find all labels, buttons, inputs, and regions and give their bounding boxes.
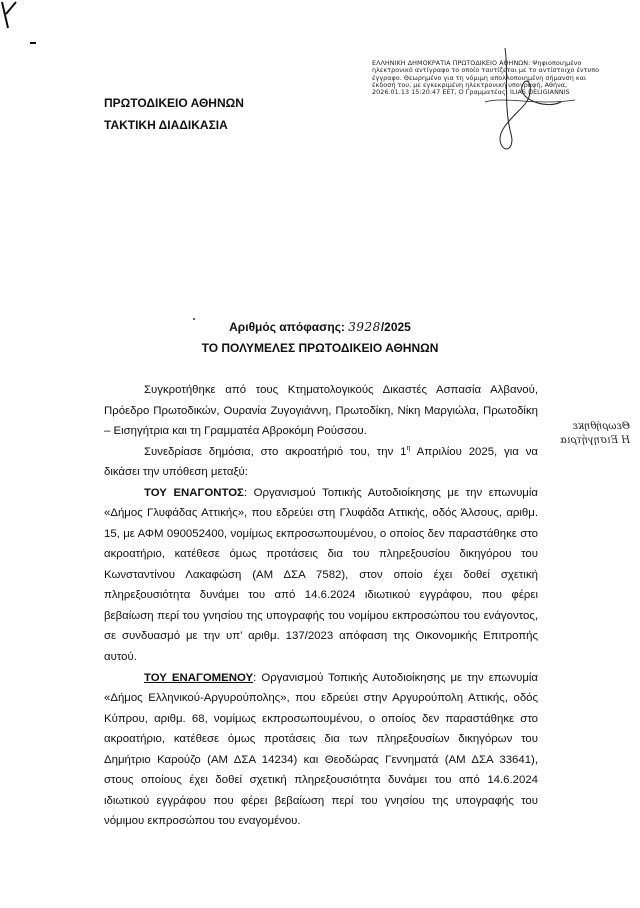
session-text-rest: Απριλίου 2025, για να δικάσει την υπόθεση μεταξύ: xyxy=(104,445,538,479)
defendant-label: ΤΟΥ ΕΝΑΓΟΜΕΝΟΥ xyxy=(144,671,254,684)
signature-line: ΕΛΛΗΝΙΚΗ ΔΗΜΟΚΡΑΤΙΑ ΠΡΩΤΟΔΙΚΕΙΟ ΑΘΗΝΩΝ: Ψηφιοποιημένο xyxy=(372,60,582,67)
ordinal-superscript: η xyxy=(406,444,411,452)
defendant-text: : Οργανισμού Τοπικής Αυτοδιοίκησης με την επωνυμία «Δήμος Ελληνικού-Αργυρούπολης», που εδρεύει στην Αργυρούπολη Αττικής, οδός Κύπρου, αριθμ. 68, νομίμως εκπροσωπουμένου, ο οποίος δεν παραστάθηκε στο ακροατήριο, κατέθεσε όμως προτάσεις δια των πληρεξουσίων δικηγόρων του Δημήτριο Καρούζο (ΑΜ ΔΣΑ 14234) και Θεοδώρας Γεννηματά (ΑΜ ΔΣΑ 33641), στους οποίους έχει δοθεί σχετική πληρεξουσιότητα δυνάμει του από 14.6.2024 ιδιωτικού εγγράφου που φέρει βεβαίωση περί του γνησίου της υπογραφής του νόμιμου εκπροσώπου του εναγομένου. xyxy=(104,671,538,828)
decision-court-title: ΤΟ ΠΟΛΥΜΕΛΕΣ ΠΡΩΤΟΔΙΚΕΙΟ ΑΘΗΝΩΝ xyxy=(201,341,439,355)
defendant-paragraph xyxy=(104,668,538,832)
procedure-type: ΤΑΚΤΙΚΗ ΔΙΑΔΙΚΑΣΙΑ xyxy=(104,118,228,132)
margin-note-line: Θεωρήθηκε xyxy=(572,421,630,432)
signature-line: 2026.01.13 15:20:47 EET, Ο Γραμματέας: ILIAS DELIGIANNIS xyxy=(372,89,570,97)
decision-number-year: /2025 xyxy=(380,320,411,334)
decision-number xyxy=(0,320,640,334)
plaintiff-text: : Οργανισμού Τοπικής Αυτοδιοίκησης με την επωνυμία «Δήμος Γλυφάδας Αττικής», που εδρεύει στη Γλυφάδα Αττικής, οδός Άλσους, αριθμ. 15, με ΑΦΜ 090052400, νομίμως εκπροσωπουμένου, ο οποίος δεν παραστάθηκε στο ακροατήριο, κατέθεσε όμως προτάσεις δια του πληρεξουσίου δικηγόρου του Κωνσταντίνου Λακαφώση (ΑΜ ΔΣΑ 7582), στον οποίο έχει δοθεί σχετική πληρεξουσιότητα δυνάμει του από 14.6.2024 ιδιωτικού εγγράφου, που φέρει βεβαίωση περί του γνησίου της υπογραφής του νομίμου εκπροσώπου του ενάγοντος, σε συνδυασμό με την υπ’ αριθμ. 137/2023 απόφαση της Οικονομικής Επιτροπής αυτού. xyxy=(104,486,538,663)
signature-line: έκδοσή του, με εγκεκριμένη ηλεκτρονική υπογραφή, Αθήνα, xyxy=(372,81,568,89)
plaintiff-paragraph xyxy=(104,483,538,668)
plaintiff-label: ΤΟΥ ΕΝΑΓΟΝΤΟΣ xyxy=(144,486,244,499)
digital-signature-stamp xyxy=(372,60,634,96)
signature-line: έγγραφο. Θεωρημένο για τη νόμιμη απολλοποιημένη σήμανση και xyxy=(372,74,587,82)
margin-handwritten-note xyxy=(560,420,630,448)
composition-paragraph: Συγκροτήθηκε από τους Κτηματολογικούς Δικαστές Ασπασία Αλβανού, Πρόεδρο Πρωτοδικών, Ουρανία Ζυγογιάννη, Πρωτοδίκη, Νίκη Μαργιώλα, Πρωτοδίκη – Εισηγήτρια και τη Γραμματέα Αβροκόμη Ρούσσου. xyxy=(104,384,538,437)
decision-number-label: Αριθμός απόφασης: xyxy=(229,320,345,334)
signature-line: ηλεκτρονικό αντίγραφο το οποίο ταυτίζεται με το αντίστοιχο έντυπο xyxy=(372,67,600,75)
session-paragraph xyxy=(104,442,538,483)
court-name: ΠΡΩΤΟΔΙΚΕΙΟ ΑΘΗΝΩΝ xyxy=(104,96,244,110)
decision-body xyxy=(104,380,538,832)
margin-note-line: Η Εισηγήτρια xyxy=(560,435,630,446)
session-text: Συνεδρίασε δημόσια, στο ακροατήριό του, την 1 xyxy=(144,445,407,458)
decision-number-handwritten: 3928 xyxy=(348,320,381,334)
scan-corner-mark xyxy=(0,0,60,60)
